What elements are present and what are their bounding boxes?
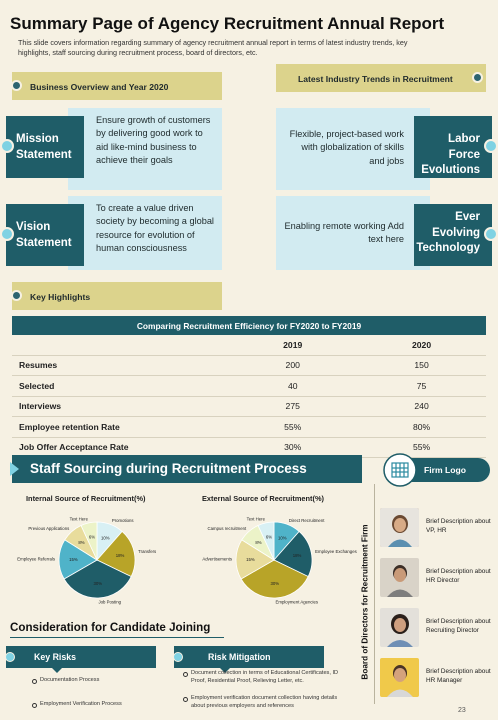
external-pie-title: External Source of Recruitment(%) (202, 494, 324, 503)
pie-category-label: Campus recruitment (207, 525, 247, 531)
table-row (12, 396, 486, 417)
trend1-text: Flexible, project-based work with globalization of skills and jobs (289, 129, 404, 166)
mission-panel (68, 108, 222, 190)
pie-category-label: Text Here (246, 516, 265, 522)
staff-sourcing-band (12, 455, 362, 483)
vision-label-box (6, 204, 84, 266)
mitigation-item: Document collection in terms of Educational Certificates, ID Proof, Residential Proof, Relieving Letter, etc. (191, 670, 339, 684)
tab-circle-icon (0, 139, 14, 153)
trend1-panel (276, 108, 430, 190)
bullet-icon (183, 697, 188, 702)
cell-2019: 55% (228, 417, 357, 438)
cell-2019: 40 (228, 376, 357, 397)
pie-value-label: 15% (246, 557, 255, 563)
pie-value-label: 6% (265, 534, 273, 540)
cell-2020: 75 (357, 376, 486, 397)
row-label: Employee retention Rate (12, 417, 228, 438)
risk-mitigation-heading: Risk Mitigation (208, 652, 271, 662)
tag-dot-icon (11, 80, 22, 91)
external-source-pie (186, 506, 362, 614)
risk-item: Documentation Process (40, 677, 100, 683)
row-label: Interviews (12, 396, 228, 417)
vision-panel (68, 196, 222, 270)
tab-circle-icon (0, 227, 14, 241)
mitigation-item: Employment verification document collection having details about previous employers and references (191, 695, 338, 709)
firm-logo-text: Firm Logo (424, 465, 467, 475)
caret-down-icon (52, 668, 62, 673)
risk-item: Employment Verification Process (40, 701, 122, 707)
trend2-label-box (414, 204, 492, 266)
board-member-desc: Brief Description about VP, HR (426, 518, 491, 534)
industry-trends-tag (276, 64, 486, 92)
business-overview-heading: Business Overview and Year 2020 (30, 82, 169, 92)
avatar (380, 508, 419, 547)
triangle-icon (10, 462, 19, 476)
table-row (12, 355, 486, 376)
mission-text: Ensure growth of customers by delivering good work to aid like-mind business to achieve their goals (96, 115, 211, 166)
internal-pie-title: Internal Source of Recruitment(%) (26, 494, 146, 503)
cell-2019: 200 (228, 355, 357, 376)
avatar (380, 658, 419, 697)
row-label: Selected (12, 376, 228, 397)
avatar (380, 558, 419, 597)
cell-2020: 55% (357, 437, 486, 458)
pie-category-label: Advertisements (202, 556, 233, 562)
trend1-label: Labor Force Evolutions (421, 133, 480, 177)
row-label: Job Offer Acceptance Rate (12, 437, 228, 458)
trend2-panel (276, 196, 430, 270)
mission-label: Mission Statement (16, 133, 72, 161)
pie-category-label: Employee Exchanges (315, 549, 357, 555)
tab-circle-icon (484, 139, 498, 153)
key-highlights-tag (12, 282, 222, 310)
efficiency-table (12, 316, 486, 458)
pie-value-label: 30% (270, 581, 280, 587)
pie-category-label: Transfers (138, 549, 157, 555)
pie-category-label: Previous Applications (28, 525, 70, 531)
bullet-icon (183, 672, 188, 677)
trend2-text: Enabling remote working Add text here (284, 221, 404, 245)
board-divider (374, 484, 375, 704)
bullet-icon (32, 679, 37, 684)
consideration-underline (10, 637, 224, 638)
pie-value-label: 6% (88, 534, 96, 540)
internal-source-pie (12, 506, 182, 614)
table-row (12, 417, 486, 438)
pie-category-label: Direct Recruitment (288, 518, 325, 524)
trend1-label-box (414, 116, 492, 178)
pie-value-label: 30% (93, 581, 103, 587)
tag-dot-icon (472, 72, 483, 83)
cell-2020: 150 (357, 355, 486, 376)
trend2-label: Ever Evolving Technology (416, 211, 480, 255)
tag-dot-icon (11, 290, 22, 301)
page-intro: This slide covers information regarding summary of agency recruitment annual report in terms of latest industry trends, key highlights, staff sourcing during recruitment process, board of directors, etc. (18, 38, 408, 57)
consideration-heading: Consideration for Candidate Joining (10, 621, 211, 634)
year-header: 2019 (228, 335, 357, 355)
efficiency-table-title: Comparing Recruitment Efficiency for FY2020 to FY2019 (12, 316, 486, 335)
cell-2020: 80% (357, 417, 486, 438)
tab-circle-icon (5, 652, 15, 662)
avatar (380, 608, 419, 647)
key-risks-heading: Key Risks (34, 652, 77, 662)
tab-circle-icon (173, 652, 183, 662)
industry-trends-heading: Latest Industry Trends in Recruitment (298, 74, 453, 84)
pie-value-label: 15% (69, 557, 78, 563)
board-heading: Board of Directors for Recruitment Firm (360, 524, 370, 680)
pie-category-label: Text Here (69, 516, 88, 522)
row-label: Resumes (12, 355, 228, 376)
cell-2019: 30% (228, 437, 357, 458)
staff-sourcing-heading: Staff Sourcing during Recruitment Process (30, 461, 307, 476)
pie-value-label: 8% (78, 539, 85, 545)
page-title: Summary Page of Agency Recruitment Annual Report (10, 14, 445, 33)
page-number: 23 (458, 707, 466, 714)
mission-label-box (6, 116, 84, 178)
cell-2019: 275 (228, 396, 357, 417)
year-header: 2020 (357, 335, 486, 355)
table-row (12, 376, 486, 397)
board-heading-box (356, 508, 374, 696)
risk-mitigation-header (174, 646, 324, 668)
vision-label: Vision Statement (16, 221, 72, 249)
board-member-desc: Brief Description about Recruiting Director (426, 618, 491, 634)
pie-value-label: 10% (101, 535, 110, 541)
cell-2020: 240 (357, 396, 486, 417)
tab-circle-icon (484, 227, 498, 241)
bullet-icon (32, 703, 37, 708)
pie-category-label: Employee Referrals (17, 556, 56, 562)
pie-value-label: 10% (278, 535, 287, 541)
pie-category-label: Employment Agencies (275, 599, 319, 605)
key-highlights-heading: Key Highlights (30, 292, 91, 302)
pie-value-label: 18% (115, 552, 125, 558)
pie-category-label: Promotions (111, 518, 134, 524)
firm-logo-area (372, 452, 492, 488)
board-member-desc: Brief Description about HR Director (426, 568, 491, 584)
pie-value-label: 8% (255, 539, 262, 545)
vision-text: To create a value driven society by becoming a global resource for evolution of human consciousness (96, 203, 214, 254)
business-overview-tag (12, 72, 222, 100)
key-risks-header (6, 646, 156, 668)
pie-category-label: Job Posting (98, 599, 121, 605)
table-header-row (12, 335, 486, 355)
board-member-desc: Brief Description about HR Manager (426, 668, 491, 684)
pie-value-label: 18% (292, 552, 302, 558)
